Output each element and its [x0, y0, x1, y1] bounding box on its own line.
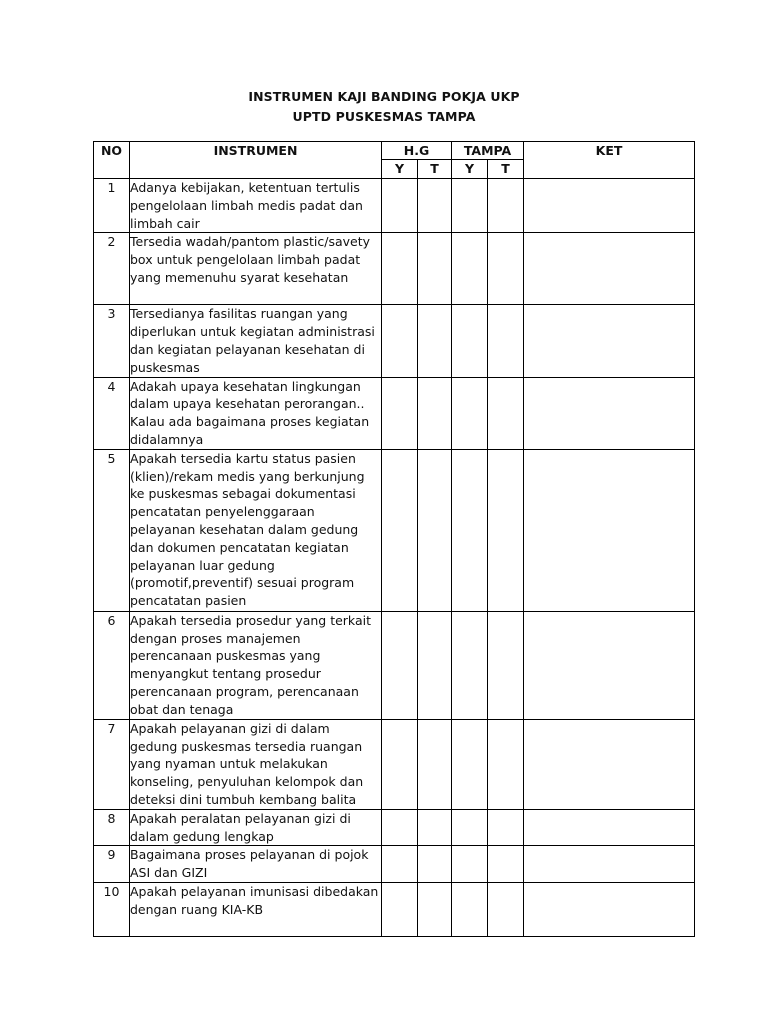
row-number: 6 [94, 611, 130, 719]
hg-y-cell[interactable] [382, 449, 418, 611]
document-title: INSTRUMEN KAJI BANDING POKJA UKP [248, 89, 520, 104]
row-number: 10 [94, 882, 130, 936]
hg-t-cell[interactable] [418, 719, 452, 809]
tampa-y-cell[interactable] [452, 449, 488, 611]
ket-cell[interactable] [524, 611, 695, 719]
header-ket: KET [524, 142, 695, 179]
hg-y-cell[interactable] [382, 179, 418, 233]
hg-t-cell[interactable] [418, 809, 452, 846]
ket-cell[interactable] [524, 179, 695, 233]
header-instrumen: INSTRUMEN [130, 142, 382, 179]
row-instrumen: Adakah upaya kesehatan lingkungan dalam upaya kesehatan perorangan.. Kalau ada bagaimana proses kegiatan didalamnya [130, 377, 382, 449]
table-row [94, 719, 695, 809]
hg-t-cell[interactable] [418, 449, 452, 611]
table-row [94, 377, 695, 449]
tampa-y-cell[interactable] [452, 305, 488, 377]
header-hg: H.G [382, 142, 452, 160]
table-row [94, 449, 695, 611]
hg-y-cell[interactable] [382, 611, 418, 719]
table-row [94, 611, 695, 719]
tampa-t-cell[interactable] [488, 882, 524, 936]
hg-y-cell[interactable] [382, 809, 418, 846]
hg-t-cell[interactable] [418, 305, 452, 377]
header-hg-y: Y [382, 160, 418, 179]
ket-cell[interactable] [524, 809, 695, 846]
hg-y-cell[interactable] [382, 846, 418, 883]
row-instrumen: Tersedianya fasilitas ruangan yang diperlukan untuk kegiatan administrasi dan kegiatan pelayanan kesehatan di puskesmas [130, 305, 382, 377]
hg-y-cell[interactable] [382, 882, 418, 936]
tampa-t-cell[interactable] [488, 846, 524, 883]
tampa-t-cell[interactable] [488, 611, 524, 719]
tampa-t-cell[interactable] [488, 377, 524, 449]
row-number: 9 [94, 846, 130, 883]
ket-cell[interactable] [524, 377, 695, 449]
tampa-y-cell[interactable] [452, 846, 488, 883]
table-row [94, 846, 695, 883]
hg-t-cell[interactable] [418, 882, 452, 936]
table-row [94, 882, 695, 936]
ket-cell[interactable] [524, 846, 695, 883]
tampa-y-cell[interactable] [452, 233, 488, 305]
table-row [94, 305, 695, 377]
tampa-y-cell[interactable] [452, 179, 488, 233]
row-instrumen: Apakah tersedia prosedur yang terkait dengan proses manajemen perencanaan puskesmas yang menyangkut tentang prosedur perencanaan program, perencanaan obat dan tenaga [130, 611, 382, 719]
hg-y-cell[interactable] [382, 233, 418, 305]
row-number: 4 [94, 377, 130, 449]
table-row [94, 233, 695, 305]
table-row [94, 179, 695, 233]
row-instrumen: Apakah tersedia kartu status pasien (klien)/rekam medis yang berkunjung ke puskesmas sebagai dokumentasi pencatatan penyelenggaraan pelayanan kesehatan dalam gedung dan dokumen pencatatan kegiatan pelayanan luar gedung (promotif,preventif) sesuai program pencatatan pasien [130, 449, 382, 611]
hg-t-cell[interactable] [418, 179, 452, 233]
row-number: 3 [94, 305, 130, 377]
hg-t-cell[interactable] [418, 233, 452, 305]
header-no: NO [94, 142, 130, 179]
row-instrumen: Apakah peralatan pelayanan gizi di dalam gedung lengkap [130, 809, 382, 846]
tampa-y-cell[interactable] [452, 882, 488, 936]
header-hg-t: T [418, 160, 452, 179]
row-number: 5 [94, 449, 130, 611]
tampa-t-cell[interactable] [488, 233, 524, 305]
tampa-y-cell[interactable] [452, 377, 488, 449]
ket-cell[interactable] [524, 449, 695, 611]
tampa-t-cell[interactable] [488, 809, 524, 846]
row-instrumen: Tersedia wadah/pantom plastic/savety box untuk pengelolaan limbah padat yang memenuhu syarat kesehatan [130, 233, 382, 305]
tampa-t-cell[interactable] [488, 305, 524, 377]
row-number: 1 [94, 179, 130, 233]
row-instrumen: Adanya kebijakan, ketentuan tertulis pengelolaan limbah medis padat dan limbah cair [130, 179, 382, 233]
table-row [94, 809, 695, 846]
ket-cell[interactable] [524, 305, 695, 377]
header-tampa: TAMPA [452, 142, 524, 160]
hg-t-cell[interactable] [418, 846, 452, 883]
tampa-y-cell[interactable] [452, 611, 488, 719]
tampa-t-cell[interactable] [488, 179, 524, 233]
row-number: 8 [94, 809, 130, 846]
tampa-y-cell[interactable] [452, 809, 488, 846]
hg-y-cell[interactable] [382, 305, 418, 377]
header-tampa-y: Y [452, 160, 488, 179]
hg-y-cell[interactable] [382, 719, 418, 809]
tampa-y-cell[interactable] [452, 719, 488, 809]
instrument-table [93, 141, 695, 937]
ket-cell[interactable] [524, 882, 695, 936]
tampa-t-cell[interactable] [488, 449, 524, 611]
hg-y-cell[interactable] [382, 377, 418, 449]
row-number: 7 [94, 719, 130, 809]
ket-cell[interactable] [524, 719, 695, 809]
row-instrumen: Bagaimana proses pelayanan di pojok ASI dan GIZI [130, 846, 382, 883]
row-instrumen: Apakah pelayanan imunisasi dibedakan dengan ruang KIA-KB [130, 882, 382, 936]
tampa-t-cell[interactable] [488, 719, 524, 809]
ket-cell[interactable] [524, 233, 695, 305]
row-number: 2 [94, 233, 130, 305]
table-header-row [94, 142, 695, 160]
document-subtitle: UPTD PUSKESMAS TAMPA [292, 109, 476, 124]
header-tampa-t: T [488, 160, 524, 179]
hg-t-cell[interactable] [418, 377, 452, 449]
row-instrumen: Apakah pelayanan gizi di dalam gedung puskesmas tersedia ruangan yang nyaman untuk melakukan konseling, penyuluhan kelompok dan deteksi dini tumbuh kembang balita [130, 719, 382, 809]
hg-t-cell[interactable] [418, 611, 452, 719]
